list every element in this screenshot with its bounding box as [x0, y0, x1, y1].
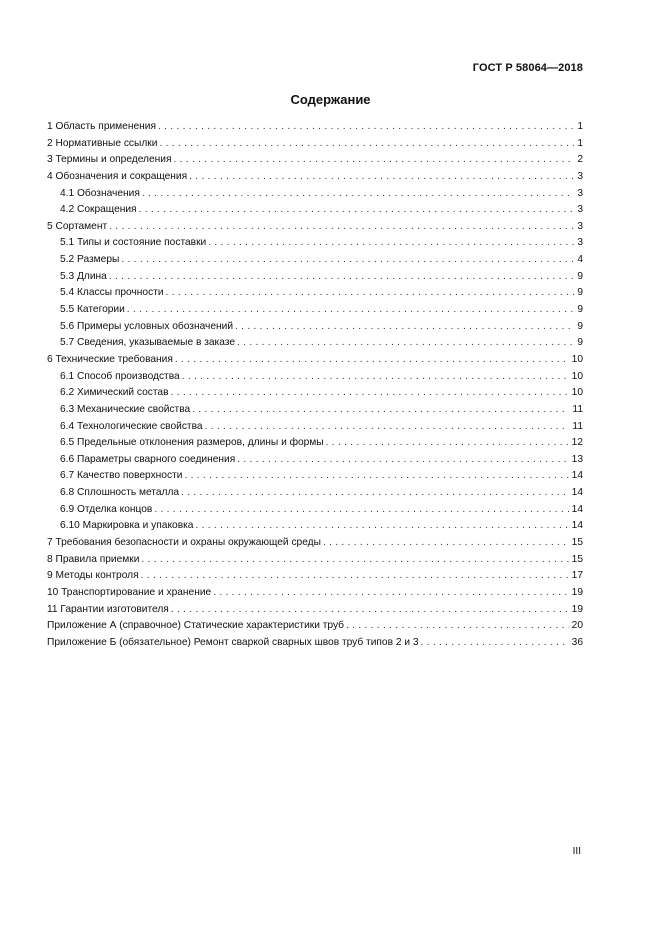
toc-entry-page: 14	[571, 487, 583, 499]
toc-dot-leader	[109, 219, 574, 236]
toc-dot-leader	[208, 235, 574, 252]
toc-entry[interactable]	[47, 402, 583, 419]
toc-dot-leader	[142, 186, 574, 203]
toc-entry-label: 6.9 Отделка концов	[60, 503, 153, 515]
page-title: Содержание	[290, 92, 371, 107]
toc-entry-page: 12	[571, 437, 583, 449]
toc-entry-label: 5 Сортамент	[47, 220, 108, 232]
toc-entry-label: 2 Нормативные ссылки	[47, 137, 158, 149]
toc-entry-page: 9	[577, 320, 583, 332]
toc-entry[interactable]	[47, 635, 583, 652]
toc-entry[interactable]	[47, 419, 583, 436]
toc-entry-page: 10	[571, 370, 583, 382]
toc-dot-leader	[237, 335, 574, 352]
toc-entry-label: 6.10 Маркировка и упаковка	[60, 520, 194, 532]
toc-entry-page: 11	[572, 403, 583, 415]
toc-entry[interactable]	[47, 518, 583, 535]
toc-entry-label: 4.1 Обозначения	[60, 187, 140, 199]
toc-entry-label: 6.8 Сплошность металла	[60, 487, 180, 499]
toc-entry-page: 1	[577, 137, 583, 149]
toc-entry-page: 3	[577, 204, 583, 216]
toc-entry[interactable]	[47, 152, 583, 169]
toc-entry-label: 7 Требования безопасности и охраны окружающей среды	[47, 537, 321, 549]
toc-entry-label: Приложение А (справочное) Статические характеристики труб	[47, 620, 344, 632]
toc-entry-page: 13	[571, 453, 583, 465]
toc-entry-label: 6.3 Механические свойства	[60, 403, 191, 415]
toc-entry-label: 5.6 Примеры условных обозначений	[60, 320, 234, 332]
toc-entry-page: 3	[577, 170, 583, 182]
toc-entry-page: 19	[571, 603, 583, 615]
toc-entry-label: 6.6 Параметры сварного соединения	[60, 453, 236, 465]
toc-dot-leader	[171, 385, 569, 402]
toc-entry[interactable]	[47, 252, 583, 269]
toc-dot-leader	[154, 502, 568, 519]
toc-entry[interactable]	[47, 202, 583, 219]
toc-dot-leader	[192, 402, 569, 419]
toc-entry[interactable]	[47, 235, 583, 252]
toc-entry-label: 6.7 Качество поверхности	[60, 470, 183, 482]
toc-dot-leader	[171, 602, 569, 619]
toc-entry-page: 17	[571, 570, 583, 582]
toc-dot-leader	[182, 369, 569, 386]
toc-entry-page: 14	[571, 503, 583, 515]
toc-dot-leader	[175, 352, 569, 369]
toc-entry[interactable]	[47, 319, 583, 336]
toc-entry-label: Приложение Б (обязательное) Ремонт сваркой сварных швов труб типов 2 и 3	[47, 636, 419, 648]
toc-entry-label: 11 Гарантии изготовителя	[47, 603, 169, 615]
toc-dot-leader	[158, 119, 574, 136]
toc-entry-label: 5.1 Типы и состояние поставки	[60, 237, 207, 249]
toc-entry-label: 6.4 Технологические свойства	[60, 420, 203, 432]
toc-entry-page: 4	[577, 254, 583, 266]
toc-entry-page: 14	[571, 470, 583, 482]
toc-dot-leader	[346, 618, 569, 635]
toc-entry-label: 4 Обозначения и сокращения	[47, 170, 188, 182]
toc-dot-leader	[421, 635, 569, 652]
toc-entry-page: 15	[571, 553, 583, 565]
toc-entry-label: 6.2 Химический состав	[60, 387, 169, 399]
toc-entry[interactable]	[47, 435, 583, 452]
toc-dot-leader	[189, 169, 574, 186]
toc-entry-page: 9	[577, 287, 583, 299]
toc-entry[interactable]	[47, 136, 583, 153]
toc-entry[interactable]	[47, 119, 583, 136]
toc-dot-leader	[141, 568, 569, 585]
toc-dot-leader	[235, 319, 574, 336]
toc-entry-page: 9	[577, 304, 583, 316]
toc-entry[interactable]	[47, 285, 583, 302]
toc-dot-leader	[159, 136, 574, 153]
toc-entry-page: 9	[577, 337, 583, 349]
toc-dot-leader	[323, 535, 569, 552]
toc-dot-leader	[181, 485, 569, 502]
toc-entry-label: 5.5 Категории	[60, 304, 125, 316]
toc-dot-leader	[195, 518, 568, 535]
toc-dot-leader	[121, 252, 574, 269]
toc-entry-label: 5.2 Размеры	[60, 254, 120, 266]
toc-entry[interactable]	[47, 219, 583, 236]
toc-entry[interactable]	[47, 369, 583, 386]
toc-entry[interactable]	[47, 169, 583, 186]
toc-entry[interactable]	[47, 385, 583, 402]
toc-entry[interactable]	[47, 552, 583, 569]
toc-entry-label: 6.5 Предельные отклонения размеров, длины и формы	[60, 437, 324, 449]
toc-entry-label: 6 Технические требования	[47, 353, 173, 365]
toc-entry-label: 9 Методы контроля	[47, 570, 139, 582]
toc-dot-leader	[166, 285, 575, 302]
toc-entry[interactable]	[47, 335, 583, 352]
toc-entry-label: 5.7 Сведения, указываемые в заказе	[60, 337, 235, 349]
toc-entry[interactable]	[47, 618, 583, 635]
toc-dot-leader	[109, 269, 575, 286]
toc-entry-page: 14	[571, 520, 583, 532]
toc-entry[interactable]	[47, 302, 583, 319]
toc-entry[interactable]	[47, 452, 583, 469]
toc-entry-label: 1 Область применения	[47, 121, 156, 132]
toc-dot-leader	[213, 585, 568, 602]
toc-entry-label: 5.4 Классы прочности	[60, 287, 164, 299]
toc-entry[interactable]	[47, 269, 583, 286]
toc-entry[interactable]	[47, 568, 583, 585]
page-number: III	[572, 846, 581, 857]
toc-entry[interactable]	[47, 502, 583, 519]
toc-entry-page: 11	[572, 420, 583, 432]
toc-dot-leader	[237, 452, 568, 469]
toc-entry[interactable]	[47, 352, 583, 369]
toc-entry-label: 10 Транспортирование и хранение	[47, 586, 212, 598]
toc-entry-label: 6.1 Способ производства	[60, 370, 180, 382]
toc-dot-leader	[184, 468, 568, 485]
toc-entry-page: 1	[577, 121, 583, 132]
toc-entry-label: 4.2 Сокращения	[60, 204, 137, 216]
toc-entry-page: 10	[571, 353, 583, 365]
document-code: ГОСТ Р 58064—2018	[472, 62, 583, 74]
toc-dot-leader	[141, 552, 568, 569]
toc-entry[interactable]	[47, 535, 583, 552]
toc-entry[interactable]	[47, 485, 583, 502]
toc-entry-page: 20	[571, 620, 583, 632]
toc-entry-page: 10	[571, 387, 583, 399]
toc-entry[interactable]	[47, 585, 583, 602]
toc-entry-page: 2	[577, 154, 583, 166]
toc-entry-page: 3	[577, 220, 583, 232]
toc-dot-leader	[326, 435, 569, 452]
toc-dot-leader	[205, 419, 570, 436]
toc-entry-page: 36	[571, 636, 583, 648]
toc-entry[interactable]	[47, 186, 583, 203]
toc-entry[interactable]	[47, 602, 583, 619]
toc-dot-leader	[127, 302, 575, 319]
toc-entry[interactable]	[47, 468, 583, 485]
table-of-contents	[47, 119, 583, 652]
toc-entry-page: 15	[571, 537, 583, 549]
toc-entry-label: 5.3 Длина	[60, 270, 107, 282]
toc-entry-page: 19	[571, 586, 583, 598]
toc-dot-leader	[139, 202, 575, 219]
toc-entry-label: 3 Термины и определения	[47, 154, 172, 166]
toc-entry-page: 3	[577, 237, 583, 249]
toc-dot-leader	[173, 152, 574, 169]
toc-entry-page: 9	[577, 270, 583, 282]
toc-entry-label: 8 Правила приемки	[47, 553, 140, 565]
toc-entry-page: 3	[577, 187, 583, 199]
